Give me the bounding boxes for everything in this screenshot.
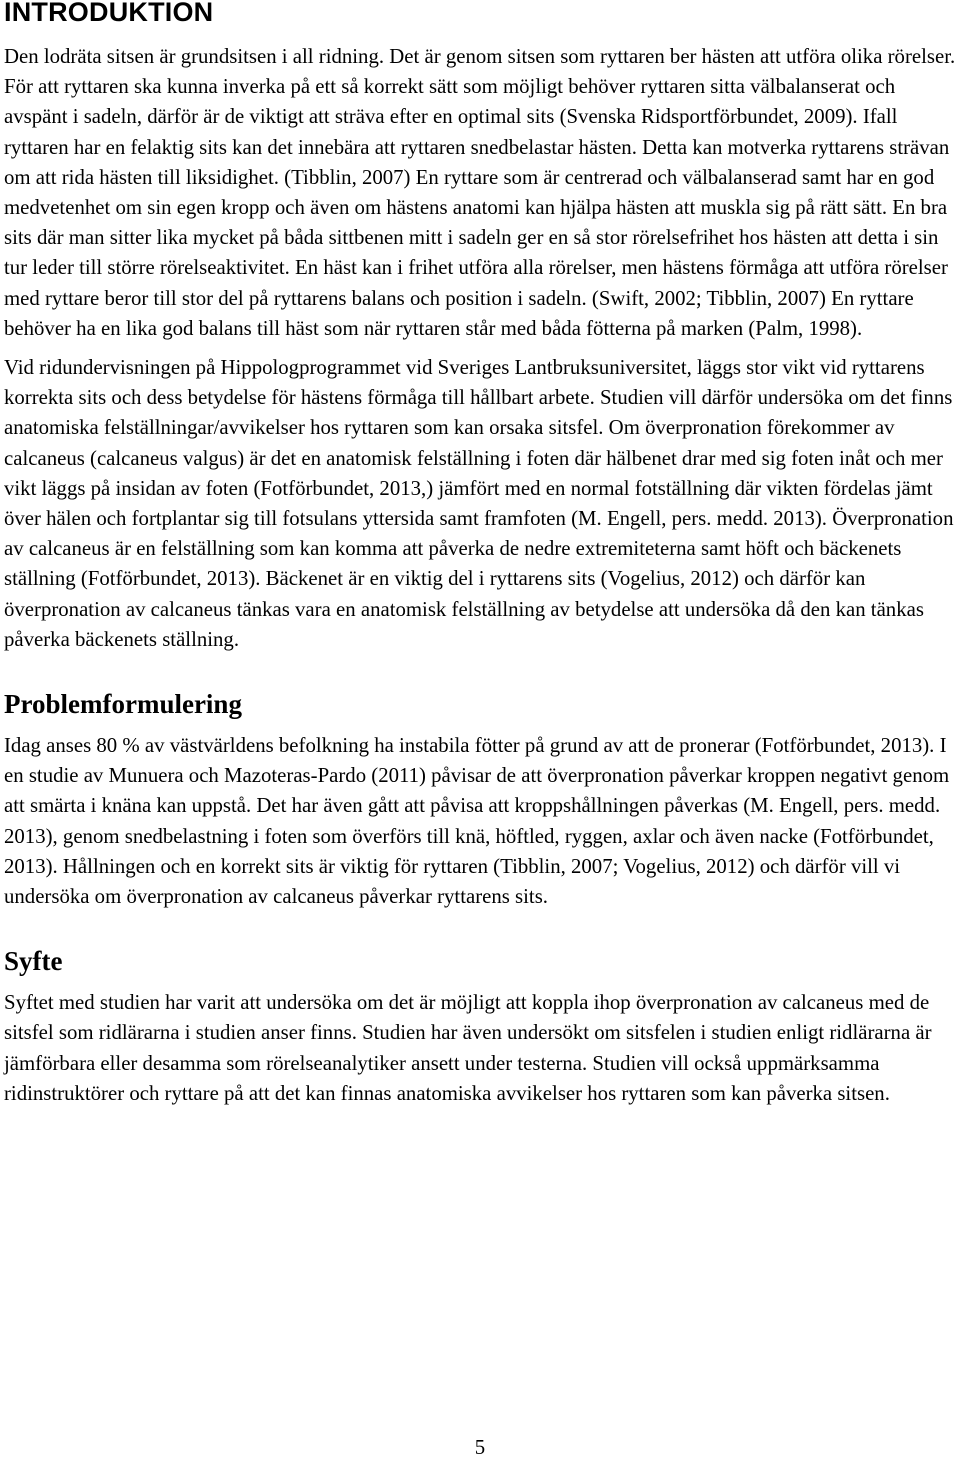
intro-paragraph-2: Vid ridundervisningen på Hippologprogrammet vid Sveriges Lantbruksuniversitet, läggs stor vikt vid ryttarens korrekta sits och dess betydelse för hästens förmåga till hållbart arbete. Studien vill därför undersöka om det finns anatomiska felställningar/avvikelser hos ryttaren som kan orsaka sitsfel. Om överpronation förekommer av calcaneus (calcaneus valgus) är det en anatomisk felställning i foten där hälbenet drar med sig foten inåt och mer vikt läggs på insidan av foten (Fotförbundet, 2013,) jämfört med en normal fotställning där vikten fördelas jämt över hälen och fortplantar sig till fotsulans yttersida samt framfoten (M. Engell, pers. medd. 2013). Överpronation av calcaneus är en felställning som kan komma att påverka de nedre extremiteterna samt höft och bäckenets ställning (Fotförbundet, 2013). Bäckenet är en viktig del i ryttarens sits (Vogelius, 2012) och därför kan överpronation av calcaneus tänkas vara en anatomisk felställning av betydelse att undersöka då den kan tänkas påverka bäckenets ställning. (4, 356, 954, 651)
page-number: 5 (474, 1436, 486, 1459)
problem-formulation-paragraph: Idag anses 80 % av västvärldens befolkning ha instabila fötter på grund av att de pronerar (Fotförbundet, 2013). I en studie av Munuera och Mazoteras-Pardo (2011) påvisar de att överpronation påverkar kroppen negativt genom att smärta i knäna kan uppstå. Det har även gått att påvisa att kroppshållningen påverkas (M. Engell, pers. medd. 2013), genom snedbelastning i foten som överförs till knä, höftled, ryggen, axlar och även nacke (Fotförbundet, 2013). Hållningen och en korrekt sits är viktig för ryttaren (Tibblin, 2007; Vogelius, 2012) och därför vill vi undersöka om överpronation av calcaneus påverkar ryttarens sits. (4, 734, 950, 909)
intro-paragraph-1: Den lodräta sitsen är grundsitsen i all ridning. Det är genom sitsen som ryttaren ber hästen att utföra olika rörelser. För att ryttaren ska kunna inverka på ett så korrekt sätt som möjligt behöver ryttaren sitta välbalanserat och avspänt i sadeln, därför är de viktigt att sträva efter en optimal sits (Svenska Ridsportförbundet, 2009). Ifall ryttaren har en felaktig sits kan det innebära att ryttaren snedbelastar hästen. Detta kan motverka ryttarens strävan om att rida hästen till liksidighet. (Tibblin, 2007) En ryttare som är centrerad och välbalanserad samt har en god medvetenhet om sin egen kropp och även om hästens anatomi kan hjälpa hästen att muskla sig på rätt sätt. En bra sits där man sitter lika mycket på båda sittbenen mitt i sadeln ger en så stor rörelsefrihet hos hästen att detta i sin tur leder till större rörelseaktivitet. En häst kan i frihet utföra alla rörelser, men hästens förmåga att utföra rörelser med ryttare beror till stor del på ryttarens balans och position i sadeln. (Swift, 2002; Tibblin, 2007) En ryttare behöver ha en lika god balans till häst som när ryttaren står med båda fötterna på marken (Palm, 1998). (4, 45, 956, 340)
document-page (4, 0, 958, 1118)
aim-paragraph: Syftet med studien har varit att undersöka om det är möjligt att koppla ihop överpronation av calcaneus med de sitsfel som ridlärarna i studien anser finns. Studien har även undersökt om sitsfelen i studien enligt ridlärarna är jämförbara eller desamma som rörelseanalytiker ansett under testerna. Studien vill också uppmärksamma ridinstruktörer och ryttare på att det kan finnas anatomiska avvikelser hos ryttaren som kan påverka sitsen. (4, 991, 932, 1105)
aim-heading: Syfte (4, 946, 63, 977)
problem-formulation-heading: Problemformulering (4, 689, 242, 720)
introduction-heading: INTRODUKTION (4, 0, 214, 27)
